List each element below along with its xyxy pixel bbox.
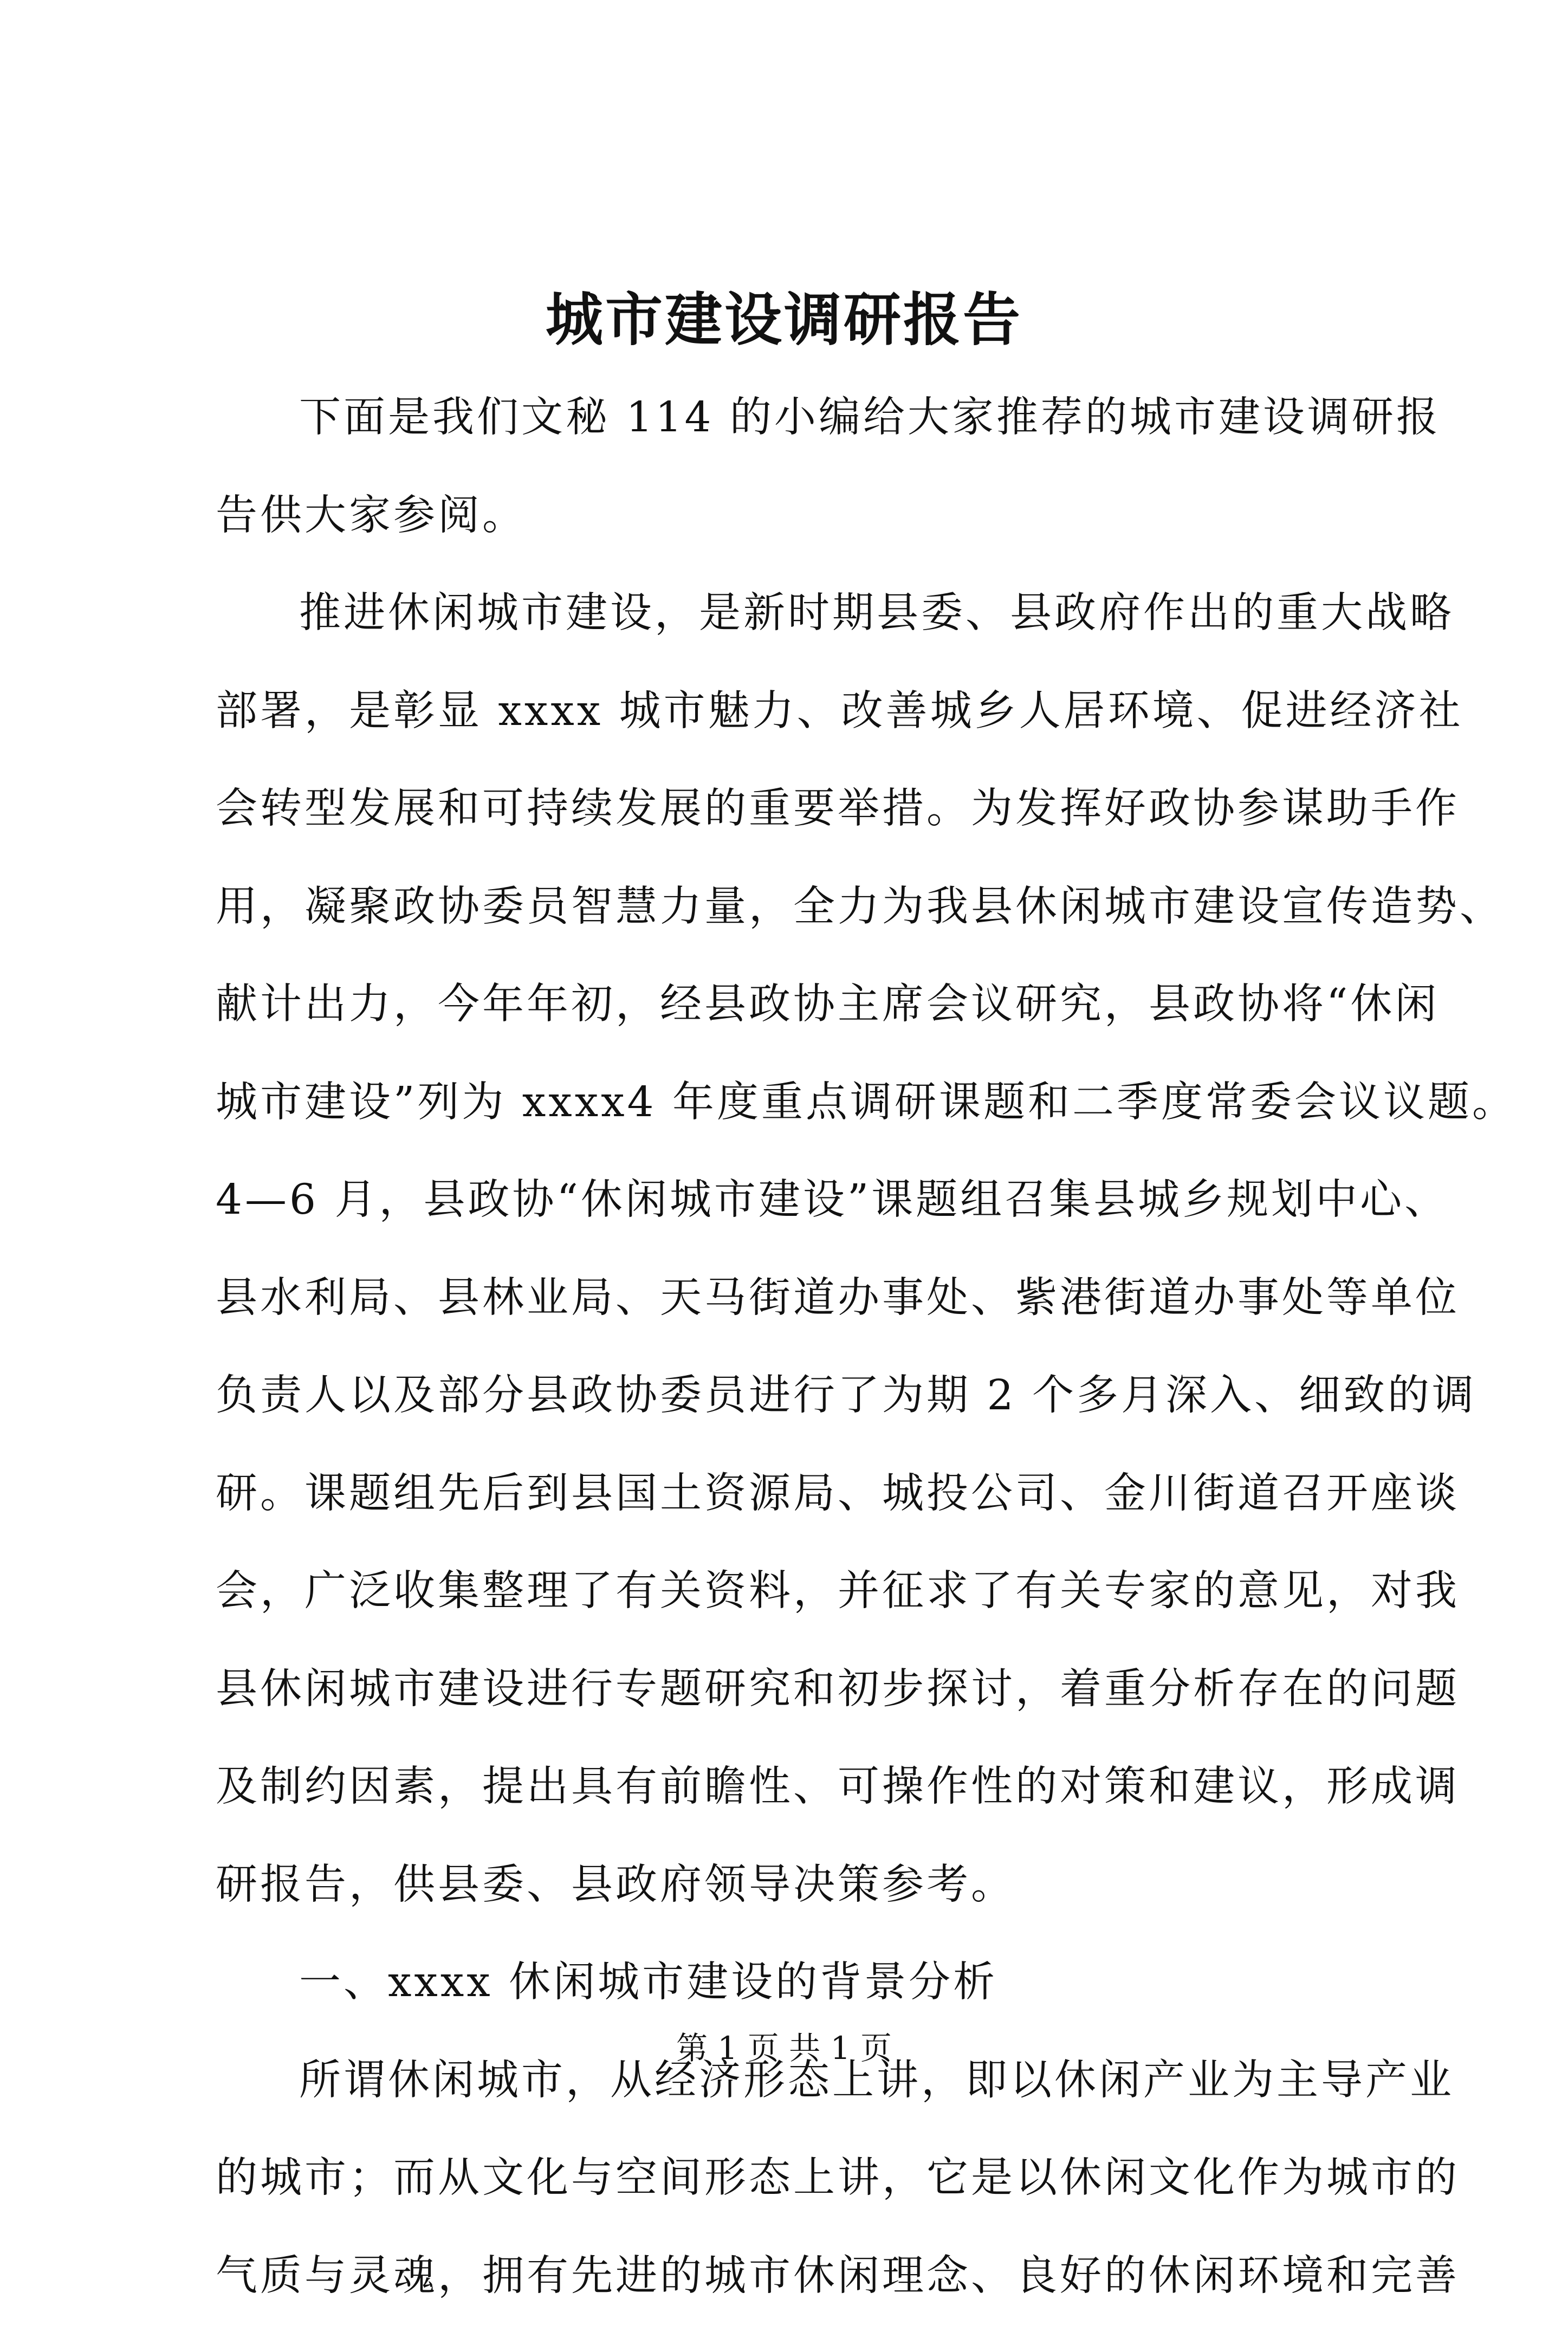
text-line: 会转型发展和可持续发展的重要举措。为发挥好政协参谋助手作 (216, 760, 1386, 858)
document-title: 城市建设调研报告 (0, 282, 1568, 358)
text-line: 的城市；而从文化与空间形态上讲，它是以休闲文化作为城市的 (216, 2129, 1386, 2227)
text-line: 气质与灵魂，拥有先进的城市休闲理念、良好的休闲环境和完善 (216, 2227, 1386, 2325)
text-line: 一、xxxx 休闲城市建设的背景分析 (216, 1934, 1386, 2032)
text-line: 县水利局、县林业局、天马街道办事处、紫港街道办事处等单位 (216, 1249, 1386, 1348)
text-line: 负责人以及部分县政协委员进行了为期 2 个多月深入、细致的调 (216, 1347, 1386, 1445)
text-line: 城市建设”列为 xxxx4 年度重点调研课题和二季度常委会议议题。 (216, 1054, 1386, 1152)
text-line: 研报告，供县委、县政府领导决策参考。 (216, 1836, 1386, 1934)
text-line: 4—6 月，县政协“休闲城市建设”课题组召集县城乡规划中心、 (216, 1151, 1386, 1249)
text-line: 下面是我们文秘 114 的小编给大家推荐的城市建设调研报 (216, 369, 1386, 467)
text-line: 会，广泛收集整理了有关资料，并征求了有关专家的意见，对我 (216, 1543, 1386, 1641)
text-line: 用，凝聚政协委员智慧力量，全力为我县休闲城市建设宣传造势、 (216, 858, 1386, 956)
text-line: 推进休闲城市建设，是新时期县委、县政府作出的重大战略 (216, 565, 1386, 663)
text-line: 县休闲城市建设进行专题研究和初步探讨，着重分析存在的问题 (216, 1641, 1386, 1739)
text-line: 告供大家参阅。 (216, 467, 1386, 565)
text-line: 部署，是彰显 xxxx 城市魅力、改善城乡人居环境、促进经济社 (216, 663, 1386, 761)
text-line: 研。课题组先后到县国土资源局、城投公司、金川街道召开座谈 (216, 1445, 1386, 1543)
page-footer: 第 1 页 共 1 页 (0, 2026, 1568, 2070)
text-line: 及制约因素，提出具有前瞻性、可操作性的对策和建议，形成调 (216, 1738, 1386, 1836)
text-line: 献计出力，今年年初，经县政协主席会议研究，县政协将“休闲 (216, 956, 1386, 1054)
text-line: 所谓休闲城市，从经济形态上讲，即以休闲产业为主导产业 (216, 2032, 1386, 2130)
